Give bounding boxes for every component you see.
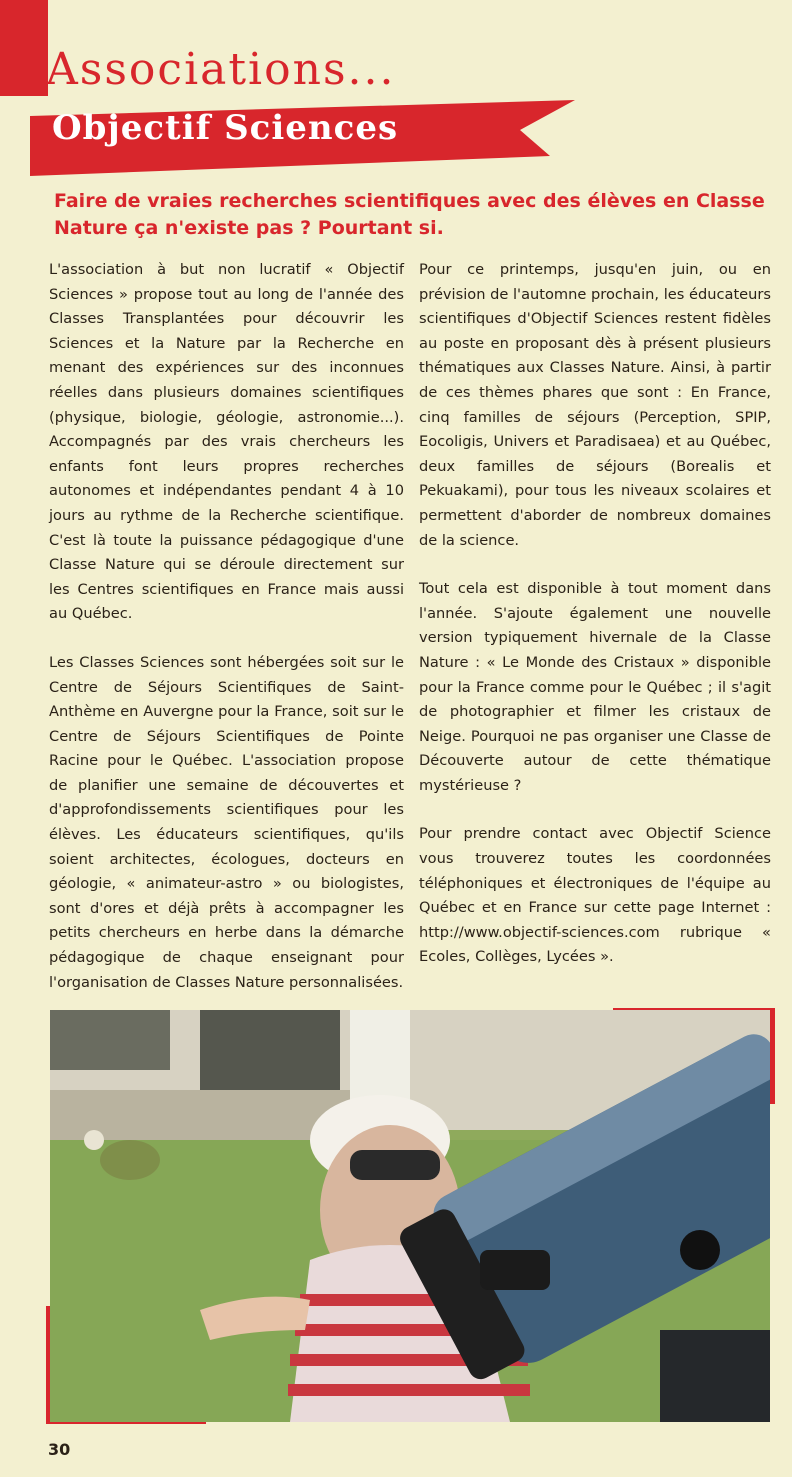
paragraph: Pour prendre contact avec Objectif Science vous trouverez toutes les coordonnées téléphoniques et électroniques de l'équipe au Québec et en France sur cette page Internet : http://www.objectif-sciences.com rubrique « Ecoles, Collèges, Lycées ».	[419, 825, 771, 966]
decorative-red-bar	[0, 0, 48, 96]
paragraph: Les Classes Sciences sont hébergées soit sur le Centre de Séjours Scientifiques de Saint-Anthème en Auvergne pour la France, soit sur le Centre de Séjours Scientifiques de Pointe Racine pour le Québec. L'association propose de planifier une semaine de découvertes et d'approfondissements scientifiques pour les élèves. Les éducateurs scientifiques, qu'ils soient architectes, écologues, docteurs en géologie, « animateur-astro » ou biologistes, sont d'ores et déjà prêts à accompagner les petits chercheurs en herbe dans la démarche pédagogique de chaque enseignant pour l'organisation de Classes Nature personnalisées.	[49, 653, 404, 991]
banner-title: Objectif Sciences	[52, 108, 399, 148]
paragraph: Pour ce printemps, jusqu'en juin, ou en prévision de l'automne prochain, les éducateurs scientifiques d'Objectif Sciences restent fidèles au poste en proposant dès à présent plusieurs thématiques aux Classes Nature. Ainsi, à partir de ces thèmes phares que sont : En France, cinq familles de séjours (Perception, SPIP, Eocoligis, Univers et Paradisaea) et au Québec, deux familles de séjours (Borealis et Pekuakami), pour tous les niveaux scolaires et permettent d'aborder de nombreux domaines de la science.	[419, 261, 771, 549]
right-column	[419, 258, 771, 994]
paragraph: Tout cela est disponible à tout moment dans l'année. S'ajoute également une nouvelle version typiquement hivernale de la Classe Nature : « Le Monde des Cristaux » disponible pour la France comme pour le Québec ; il s'agit de photographier et filmer les cristaux de Neige. Pourquoi ne pas organiser une Classe de Découverte autour de cette thématique mystérieuse ?	[419, 580, 771, 794]
photo-child-telescope	[50, 1010, 770, 1422]
paragraph: L'association à but non lucratif « Objectif Sciences » propose tout au long de l'année des Classes Transplantées pour découvrir les Sciences et la Nature par la Recherche en menant des expériences sur des inconnues réelles dans plusieurs domaines scientifiques (physique, biologie, géologie, astronomie...). Accompagnés par des vrais chercheurs les enfants font leurs propres recherches autonomes et indépendantes pendant 4 à 10 jours au rythme de la Recherche scientifique. C'est là toute la puissance pédagogique d'une Classe Nature qui se déroule directement sur les Centres scientifiques en France mais aussi au Québec.	[49, 261, 404, 623]
article-subtitle: Faire de vraies recherches scientifiques avec des élèves en Classe Nature ça n'existe pas ? Pourtant si.	[54, 190, 765, 239]
page-number: 30	[48, 1440, 71, 1459]
page-title: Associations...	[46, 44, 396, 95]
left-column	[49, 258, 404, 1019]
photo-illustration	[50, 1010, 770, 1422]
